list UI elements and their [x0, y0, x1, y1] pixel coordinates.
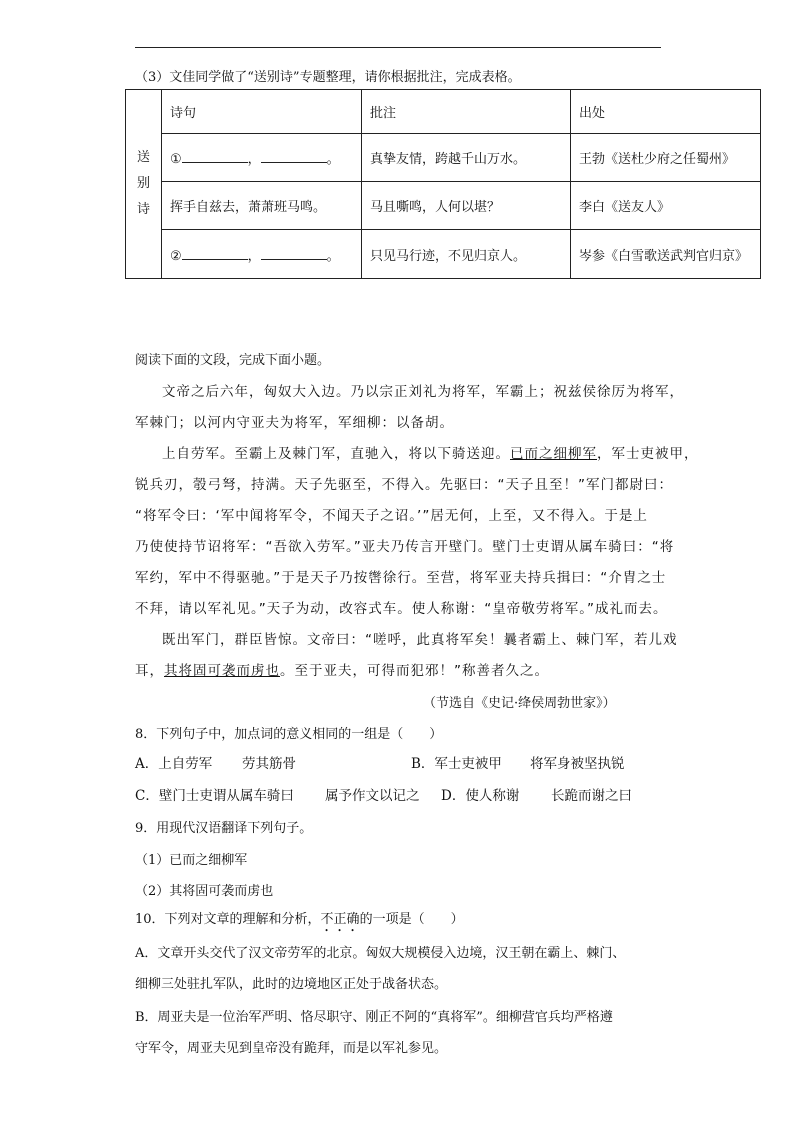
passage-span: 耳，	[135, 663, 164, 679]
side-char: 诗	[136, 202, 150, 217]
punct: 。	[326, 152, 340, 167]
note-cell: 马且嘶鸣，人何以堪？	[362, 182, 571, 230]
underlined-sentence-2: 其将固可袭而虏也	[164, 663, 280, 679]
passage-span: 上自劳军。至霸上及棘门军，直驰入，将以下骑送迎。	[162, 446, 510, 462]
passage-line: 乃使使持节诏将军：“吾欲入劳军。”亚夫乃传言开壁门。壁门士吏谓从属车骑曰：“将	[135, 539, 675, 555]
verse-cell-2	[162, 230, 362, 279]
punct: ，	[247, 248, 261, 264]
stem-part: 10．下列对文章的理解和分析，	[135, 912, 321, 927]
passage-line: 军约，军中不得驱驰。”于是天子乃按辔徐行。至营，将军亚夫持兵揖曰：“介胄之士	[135, 570, 667, 586]
question-9-stem: 9．用现代汉语翻译下列句子。	[135, 821, 313, 836]
table-header-row	[126, 90, 761, 134]
verse-cell: 挥手自兹去，萧萧班马鸣。	[162, 182, 362, 230]
q8-option-c[interactable]: C．壁门士吏谓从属车骑曰	[135, 788, 294, 804]
farewell-poem-table	[125, 89, 761, 279]
passage-line	[135, 659, 665, 679]
passage-line: 文帝之后六年，匈奴大入边。乃以宗正刘礼为将军，军霸上；祝兹侯徐厉为将军，	[162, 384, 684, 400]
stem-part: 的一项是（ ）	[359, 912, 464, 927]
q10-option-b-line1[interactable]: B．周亚夫是一位治军严明、恪尽职守、刚正不阿的“真将军”。细柳营官兵均严格遵	[135, 1010, 613, 1025]
table-row	[126, 182, 761, 230]
question-10-stem	[135, 908, 464, 935]
verse-cell-1	[162, 134, 362, 182]
source-cell: 王勃《送杜少府之任蜀州》	[571, 134, 761, 182]
side-char: 别	[136, 176, 150, 191]
passage-citation: （节选自《史记·绛侯周勃世家》）	[423, 696, 616, 711]
passage-line: 锐兵刃，彀弓弩，持满。天子先驱至，不得入。先驱曰：“天子且至！”军门都尉曰：	[135, 477, 673, 493]
passage-span: 。至于亚夫，可得而犯邪！”称善者久之。	[280, 663, 549, 679]
q10-option-b-line2: 守军令，周亚夫见到皇帝没有跪拜，而是以军礼参见。	[135, 1041, 448, 1056]
passage-line	[162, 442, 699, 462]
q8-option-d-pair: 长跪而谢之曰	[551, 788, 632, 804]
header-source: 出处	[571, 90, 761, 134]
punct: ，	[247, 152, 261, 167]
q8-option-b[interactable]: B．军士吏被甲	[411, 756, 502, 772]
header-rule	[135, 47, 661, 48]
question-3-text: （3）文佳同学做了“送别诗”专题整理，请你根据批注，完成表格。	[135, 70, 521, 85]
q10-option-a-line1[interactable]: A．文章开头交代了汉文帝劳军的北京。匈奴大规模侵入边境，汉王朝在霸上、棘门、	[135, 946, 626, 961]
q8-option-b-pair: 将军身被坚执锐	[530, 756, 625, 772]
passage-span: ，军士吏被甲，	[597, 446, 699, 462]
q9-sentence-2: （2）其将固可袭而虏也	[135, 884, 274, 899]
q9-sentence-1: （1）已而之细柳军	[135, 853, 248, 868]
passage-line: “将军令曰：‘军中闻将军令，不闻天子之诏。’”居无何，上至，又不得入。于是上	[135, 508, 648, 524]
header-verse: 诗句	[162, 90, 362, 134]
side-label	[126, 90, 162, 279]
table-row	[126, 134, 761, 182]
reading-intro: 阅读下面的文段，完成下面小题。	[135, 353, 331, 368]
punct: 。	[326, 248, 340, 264]
source-cell: 岑参《白雪歌送武判官归京》	[571, 230, 761, 279]
note-cell: 真挚友情，跨越千山万水。	[362, 134, 571, 182]
answer-blank[interactable]	[182, 150, 248, 163]
passage-line: 既出军门，群臣皆惊。文帝曰：“嗟呼，此真将军矣！曩者霸上、棘门军，若儿戏	[162, 632, 678, 648]
header-note: 批注	[362, 90, 571, 134]
side-char: 送	[136, 150, 150, 165]
blank-number: ②	[170, 248, 182, 264]
passage-line: 军棘门；以河内守亚夫为将军，军细柳：以备胡。	[135, 415, 454, 431]
q8-option-a[interactable]: A．上自劳军	[135, 756, 213, 772]
q8-option-c-pair: 属予作文以记之	[325, 788, 420, 804]
q8-option-a-pair: 劳其筋骨	[242, 756, 296, 772]
underlined-sentence-1: 已而之细柳军	[510, 446, 597, 462]
question-8-stem: 8．下列句子中，加点词的意义相同的一组是（ ）	[135, 727, 443, 742]
table-row	[126, 230, 761, 279]
source-cell: 李白《送友人》	[571, 182, 761, 230]
note-cell: 只见马行迹，不见归京人。	[362, 230, 571, 279]
emphasized-word: 不正确	[320, 912, 360, 927]
answer-blank[interactable]	[182, 247, 248, 260]
passage-line: 不拜，请以军礼见。”天子为动，改容式车。使人称谢：“皇帝敬劳将军。”成礼而去。	[135, 601, 668, 617]
q8-option-d[interactable]: D．使人称谢	[441, 788, 520, 804]
blank-number: ①	[170, 152, 182, 167]
answer-blank[interactable]	[261, 247, 327, 260]
q10-option-a-line2: 细柳三处驻扎军队，此时的边境地区正处于战备状态。	[135, 977, 448, 992]
answer-blank[interactable]	[261, 150, 327, 163]
